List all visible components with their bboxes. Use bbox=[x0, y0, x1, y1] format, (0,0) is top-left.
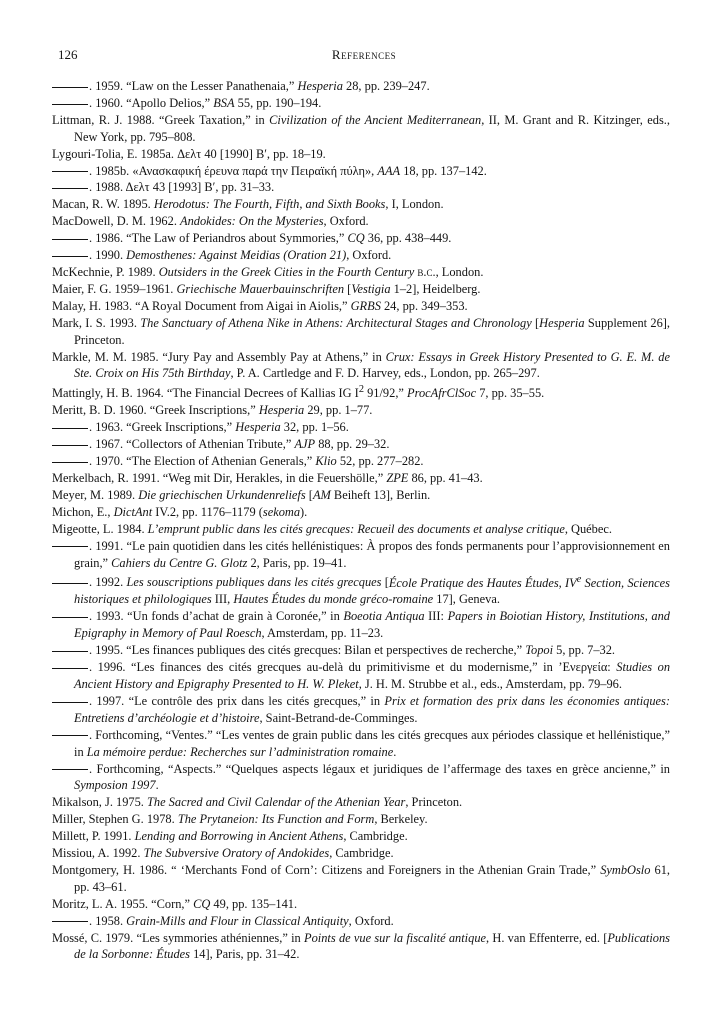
repeat-author-rule bbox=[52, 583, 88, 584]
repeat-author-rule bbox=[52, 735, 88, 736]
reference-entry bbox=[52, 896, 670, 913]
repeat-author-rule bbox=[52, 769, 88, 770]
reference-entry bbox=[52, 382, 670, 402]
reference-entry bbox=[52, 930, 670, 964]
reference-entry bbox=[52, 538, 670, 572]
reference-text: . 1995. “Les finances publiques des cités grecques: Bilan et perspectives de recherche,” Topoi 5, pp. 7–32. bbox=[89, 643, 616, 658]
reference-text: Maier, F. G. 1959–1961. Griechische Mauerbauinschriften [Vestigia 1–2], Heidelberg. bbox=[52, 281, 481, 296]
repeat-author-rule bbox=[52, 104, 88, 105]
reference-text: Mossé, C. 1979. “Les symmories athéniennes,” in Points de vue sur la fiscalité antique, H. van Effenterre, ed. [Publications de la Sorbonne: Études 14], Paris, pp. 31–42. bbox=[52, 930, 670, 962]
reference-text: . 1985b. «Ανασκαφική έρευνα παρά την Πειραϊκή πύλη», AAA 18, pp. 137–142. bbox=[89, 163, 487, 178]
repeat-author-rule bbox=[52, 188, 88, 189]
reference-entry bbox=[52, 504, 670, 521]
reference-text: Littman, R. J. 1988. “Greek Taxation,” in Civilization of the Ancient Mediterranean, II, M. Grant and R. Kitzinger, eds., New York, pp. 795–808. bbox=[52, 112, 670, 144]
reference-entry bbox=[52, 659, 670, 693]
reference-entry bbox=[52, 95, 670, 112]
reference-text: . 1988. Δελτ 43 [1993] Β′, pp. 31–33. bbox=[89, 180, 275, 195]
reference-entry bbox=[52, 281, 670, 298]
reference-entry bbox=[52, 608, 670, 642]
reference-entry bbox=[52, 315, 670, 349]
reference-text: Mikalson, J. 1975. The Sacred and Civil Calendar of the Athenian Year, Princeton. bbox=[52, 795, 463, 810]
reference-entry bbox=[52, 521, 670, 538]
reference-text: . Forthcoming, “Aspects.” “Quelques aspects légaux et juridiques de l’affermage des taxes en grèce ancienne,” in Symposion 1997. bbox=[74, 761, 670, 793]
reference-text: . 1997. “Le contrôle des prix dans les cités grecques,” in Prix et formation des prix dans les économies antiques: Entretiens d’archéologie et d’histoire, Saint-Betrand-de-Comminges. bbox=[74, 693, 670, 725]
repeat-author-rule bbox=[52, 256, 88, 257]
reference-entry bbox=[52, 163, 670, 180]
repeat-author-rule bbox=[52, 702, 88, 703]
reference-entry bbox=[52, 436, 670, 453]
reference-entry bbox=[52, 470, 670, 487]
reference-entry bbox=[52, 230, 670, 247]
repeat-author-rule bbox=[52, 428, 88, 429]
reference-text: Migeotte, L. 1984. L’emprunt public dans les cités grecques: Recueil des documents et analyse critique, Québec. bbox=[52, 521, 612, 536]
reference-entry bbox=[52, 78, 670, 95]
reference-text: Mark, I. S. 1993. The Sanctuary of Athena Nike in Athens: Architectural Stages and Chronology [Hesperia Supplement 26], Princeton. bbox=[52, 315, 670, 347]
reference-text: . 1960. “Apollo Delios,” BSA 55, pp. 190–194. bbox=[89, 95, 322, 110]
reference-text: . 1990. Demosthenes: Against Meidias (Oration 21), Oxford. bbox=[89, 248, 392, 263]
reference-text: Malay, H. 1983. “A Royal Document from Aigai in Aiolis,” GRBS 24, pp. 349–353. bbox=[52, 298, 468, 313]
repeat-author-rule bbox=[52, 239, 88, 240]
reference-text: . 1991. “Le pain quotidien dans les cités hellénistiques: À propos des fonds permanents pour l’approvisionnement en grain,” Cahiers du Centre G. Glotz 2, Paris, pp. 19–41. bbox=[74, 538, 670, 570]
repeat-author-rule bbox=[52, 462, 88, 463]
reference-entry bbox=[52, 693, 670, 727]
reference-entry bbox=[52, 642, 670, 659]
reference-text: Mattingly, H. B. 1964. “The Financial Decrees of Kallias IG $I^2$ 91/92,” ProcAfrClSoc 7, pp. 35–55. bbox=[52, 384, 545, 401]
page-header bbox=[58, 47, 670, 67]
reference-text: Millett, P. 1991. Lending and Borrowing in Ancient Athens, Cambridge. bbox=[52, 829, 408, 844]
reference-text: Markle, M. M. 1985. “Jury Pay and Assembly Pay at Athens,” in Crux: Essays in Greek History Presented to G. E. M. de Ste. Croix on His 75th Birthday, P. A. Cartledge and F. D. Harvey, eds., London, pp. 265–297. bbox=[52, 349, 670, 381]
reference-text: . 1986. “The Law of Periandros about Symmories,” CQ 36, pp. 438–449. bbox=[89, 231, 452, 246]
reference-entry bbox=[52, 419, 670, 436]
reference-text: . 1958. Grain-Mills and Flour in Classical Antiquity, Oxford. bbox=[89, 913, 394, 928]
reference-text: Michon, E., DictAnt IV.2, pp. 1176–1179 (sekoma). bbox=[52, 504, 308, 519]
reference-entry bbox=[52, 727, 670, 761]
reference-text: MacDowell, D. M. 1962. Andokides: On the Mysteries, Oxford. bbox=[52, 214, 369, 229]
reference-text: . 1967. “Collectors of Athenian Tribute,” AJP 88, pp. 29–32. bbox=[89, 437, 390, 452]
reference-entry bbox=[52, 298, 670, 315]
repeat-author-rule bbox=[52, 651, 88, 652]
reference-text: Meyer, M. 1989. Die griechischen Urkundenreliefs [AM Beiheft 13], Berlin. bbox=[52, 487, 431, 502]
reference-entry bbox=[52, 487, 670, 504]
reference-entry bbox=[52, 811, 670, 828]
repeat-author-rule bbox=[52, 171, 88, 172]
reference-entry bbox=[52, 213, 670, 230]
reference-text: . 1993. “Un fonds d’achat de grain à Coronée,” in Boeotia Antiqua III: Papers in Boiotian History, Institutions, and Epigraphy in Memory of Paul Roesch, Amsterdam, pp. 11–23. bbox=[74, 609, 670, 641]
repeat-author-rule bbox=[52, 87, 88, 88]
reference-entry bbox=[52, 761, 670, 795]
repeat-author-rule bbox=[52, 921, 88, 922]
reference-entry bbox=[52, 179, 670, 196]
reference-text: . 1992. Les souscriptions publiques dans les cités grecques [École Pratique des Hautes Études, IVe Section, Sciences historiques et philologiques III, Hautes Études du monde gréco-romaine 17], Geneva. bbox=[74, 573, 670, 607]
reference-text: Montgomery, H. 1986. “ ‘Merchants Fond of Corn’: Citizens and Foreigners in the Athenian Grain Trade,” SymbOslo 61, pp. 43–61. bbox=[52, 862, 670, 894]
reference-list bbox=[52, 78, 670, 963]
reference-text: . 1996. “Les finances des cités grecques au-delà du primitivisme et du modernisme,” in ’Ενεργεία: Studies on Ancient History and Epigraphy Presented to H. W. Pleket, J. H. M. Strubbe et al., eds., Amsterdam, pp. 79–96. bbox=[74, 660, 671, 691]
reference-text: . 1963. “Greek Inscriptions,” Hesperia 32, pp. 1–56. bbox=[89, 420, 349, 435]
reference-text: Miller, Stephen G. 1978. The Prytaneion: Its Function and Form, Berkeley. bbox=[52, 812, 428, 827]
reference-text: . Forthcoming, “Ventes.” “Les ventes de grain public dans les cités grecques aux périodes classique et hellénistique,” in La mémoire perdue: Recherches sur l’administration romaine. bbox=[74, 727, 670, 759]
reference-entry bbox=[52, 196, 670, 213]
reference-entry bbox=[52, 794, 670, 811]
reference-entry bbox=[52, 264, 670, 281]
reference-text: Lygouri-Tolia, E. 1985a. Δελτ 40 [1990] Β′, pp. 18–19. bbox=[52, 146, 326, 161]
reference-entry bbox=[52, 349, 670, 383]
reference-text: . 1970. “The Election of Athenian Generals,” Klio 52, pp. 277–282. bbox=[89, 454, 424, 469]
reference-text: Macan, R. W. 1895. Herodotus: The Fourth, Fifth, and Sixth Books, I, London. bbox=[52, 197, 444, 212]
reference-entry bbox=[52, 862, 670, 896]
repeat-author-rule bbox=[52, 668, 88, 669]
reference-entry bbox=[52, 402, 670, 419]
reference-text: Moritz, L. A. 1955. “Corn,” CQ 49, pp. 135–141. bbox=[52, 896, 298, 911]
reference-entry bbox=[52, 112, 670, 146]
reference-entry bbox=[52, 571, 670, 608]
reference-entry bbox=[52, 913, 670, 930]
repeat-author-rule bbox=[52, 445, 88, 446]
reference-entry bbox=[52, 845, 670, 862]
reference-text: . 1959. “Law on the Lesser Panathenaia,” Hesperia 28, pp. 239–247. bbox=[89, 79, 430, 93]
reference-entry bbox=[52, 247, 670, 264]
reference-text: Meritt, B. D. 1960. “Greek Inscriptions,” Hesperia 29, pp. 1–77. bbox=[52, 403, 373, 418]
reference-text: Missiou, A. 1992. The Subversive Oratory of Andokides, Cambridge. bbox=[52, 846, 394, 861]
reference-entry bbox=[52, 146, 670, 163]
page-number: 126 bbox=[58, 47, 78, 62]
reference-entry bbox=[52, 828, 670, 845]
reference-entry bbox=[52, 453, 670, 470]
running-head: References bbox=[331, 47, 397, 62]
repeat-author-rule bbox=[52, 617, 88, 618]
reference-text: Merkelbach, R. 1991. “Weg mit Dir, Herakles, in die Feuershölle,” ZPE 86, pp. 41–43. bbox=[52, 470, 483, 485]
reference-text: McKechnie, P. 1989. Outsiders in the Greek Cities in the Fourth Century b.c., London. bbox=[52, 264, 484, 279]
repeat-author-rule bbox=[52, 546, 88, 547]
